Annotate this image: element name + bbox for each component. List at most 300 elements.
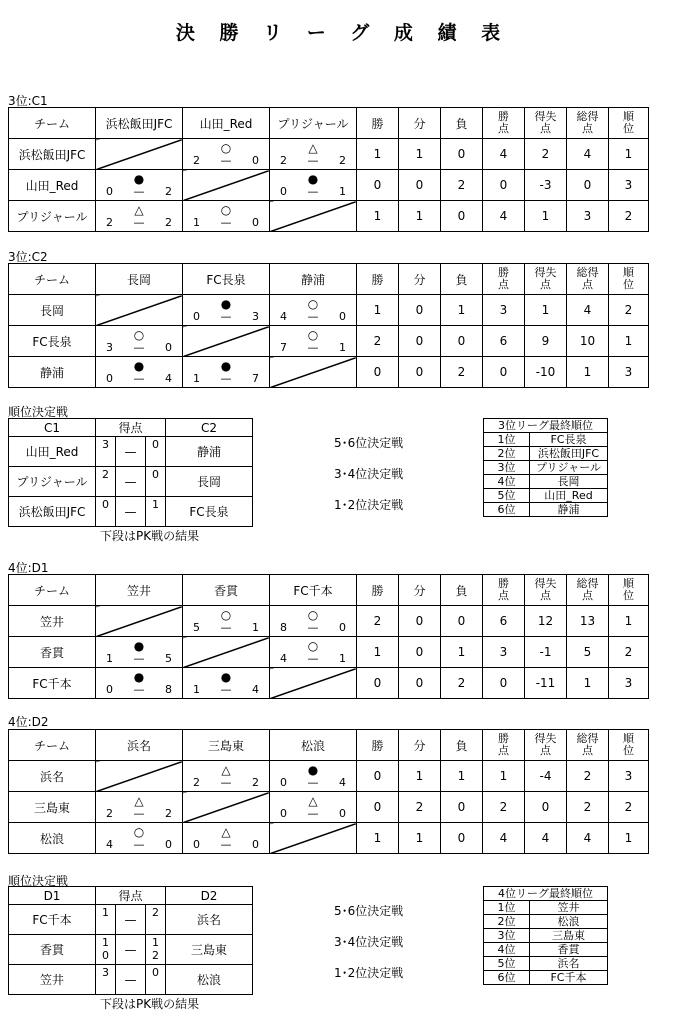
- goals-for: 2: [106, 807, 113, 820]
- final-rank-team: 長岡: [530, 475, 608, 489]
- team-row: [9, 761, 649, 792]
- goals-for: 0: [280, 185, 287, 198]
- header-diff: [525, 108, 567, 139]
- stat-tot: 0: [567, 170, 609, 201]
- score: [96, 684, 182, 696]
- playoff-right-header: D2: [166, 887, 253, 905]
- team-name: FC千本: [9, 668, 96, 699]
- stat-pts: 0: [483, 170, 525, 201]
- score: [96, 342, 182, 354]
- stat-l: 2: [441, 170, 483, 201]
- header-rank-line1: 順: [623, 110, 634, 123]
- stat-rank: 2: [609, 201, 649, 232]
- team-name: プリジャール: [9, 201, 96, 232]
- stat-rank: 2: [609, 792, 649, 823]
- stat-rank: 2: [609, 295, 649, 326]
- self-match-cell: [183, 637, 270, 668]
- header-total-line2: 点: [582, 122, 593, 135]
- final-rank-position: 4位: [484, 475, 530, 489]
- goals-for: 0: [106, 372, 113, 385]
- team-row: [9, 357, 649, 388]
- final-ranking-title: 3位リーグ最終順位: [484, 419, 608, 433]
- stat-diff: 12: [525, 606, 567, 637]
- stat-rank: 3: [609, 761, 649, 792]
- score-dash: —: [133, 185, 145, 198]
- stat-rank: 3: [609, 357, 649, 388]
- match-result: [96, 668, 183, 699]
- final-rank-position: 3位: [484, 929, 530, 943]
- goals-against: 4: [252, 683, 259, 696]
- header-opponent: 松浪: [270, 730, 357, 761]
- team-name: 浜松飯田JFC: [9, 139, 96, 170]
- match-result: [96, 326, 183, 357]
- score: [183, 311, 269, 323]
- stat-d: 2: [399, 792, 441, 823]
- score-dash: —: [307, 621, 319, 634]
- header-opponent: 浜名: [96, 730, 183, 761]
- goals-for: 0: [193, 310, 200, 323]
- stat-w: 2: [357, 326, 399, 357]
- score-dash: —: [133, 807, 145, 820]
- goals-against: 5: [165, 652, 172, 665]
- playoff-row: [9, 905, 253, 935]
- goals-against: 0: [252, 838, 259, 851]
- playoff-row: [9, 497, 253, 527]
- playoff-left-score: [96, 467, 116, 497]
- header-points-line1: 勝: [498, 110, 509, 123]
- header-loss: 負: [441, 264, 483, 295]
- header-points-line2: 点: [498, 122, 509, 135]
- header-rank-line2: 位: [623, 589, 634, 602]
- header-rank: [609, 575, 649, 606]
- score-dash: —: [220, 216, 232, 229]
- playoff-dash: —: [116, 497, 146, 527]
- score: [270, 808, 356, 820]
- goals-against: 2: [165, 807, 172, 820]
- header-total-line2: 点: [582, 589, 593, 602]
- stat-diff: 1: [525, 295, 567, 326]
- final-ranking-row: [484, 929, 608, 943]
- playoff-right-score: [146, 467, 166, 497]
- result-mark: ○: [220, 608, 232, 622]
- playoff-left-score: [96, 965, 116, 995]
- header-row: [9, 108, 649, 139]
- team-name: 三島東: [9, 792, 96, 823]
- goals-for: 3: [106, 341, 113, 354]
- final-rank-team: プリジャール: [530, 461, 608, 475]
- left-score: 1: [102, 936, 109, 949]
- score: [96, 217, 182, 229]
- header-rank: [609, 730, 649, 761]
- stat-d: 0: [399, 637, 441, 668]
- playoff-right-team: 松浪: [166, 965, 253, 995]
- header-diff-line2: 点: [540, 278, 551, 291]
- match-result: [183, 823, 270, 854]
- stat-diff: 2: [525, 139, 567, 170]
- stat-l: 1: [441, 637, 483, 668]
- playoff-left-team: 浜松飯田JFC: [9, 497, 96, 527]
- header-total-line2: 点: [582, 744, 593, 757]
- final-ranking-row: [484, 489, 608, 503]
- match-result: [96, 823, 183, 854]
- match-result: [270, 326, 357, 357]
- playoff-header-row: [9, 887, 253, 905]
- header-rank-line2: 位: [623, 122, 634, 135]
- header-win: 勝: [357, 730, 399, 761]
- result-mark: △: [221, 763, 231, 777]
- score-dash: —: [307, 341, 319, 354]
- goals-for: 1: [193, 216, 200, 229]
- playoff-left-score: [96, 497, 116, 527]
- goals-against: 7: [252, 372, 259, 385]
- final-rank-team: 笠井: [530, 901, 608, 915]
- playoff-right-score: [146, 497, 166, 527]
- goals-against: 0: [165, 838, 172, 851]
- score: [183, 684, 269, 696]
- stat-pts: 3: [483, 295, 525, 326]
- stat-tot: 4: [567, 823, 609, 854]
- result-mark: ○: [307, 328, 319, 342]
- header-opponent: 香貫: [183, 575, 270, 606]
- final-ranking-row: [484, 915, 608, 929]
- header-diff-line2: 点: [540, 744, 551, 757]
- header-win: 勝: [357, 575, 399, 606]
- header-draw: 分: [399, 108, 441, 139]
- stat-w: 1: [357, 201, 399, 232]
- playoff-dash: —: [116, 437, 146, 467]
- score: [183, 217, 269, 229]
- playoff-table-c: [8, 418, 253, 527]
- header-opponent: 静浦: [270, 264, 357, 295]
- score-dash: —: [220, 838, 232, 851]
- result-mark: △: [221, 825, 231, 839]
- match-result: [183, 139, 270, 170]
- match-result: [270, 606, 357, 637]
- header-opponent: 笠井: [96, 575, 183, 606]
- header-win: 勝: [357, 264, 399, 295]
- stat-tot: 10: [567, 326, 609, 357]
- stat-pts: 4: [483, 201, 525, 232]
- stat-diff: 1: [525, 201, 567, 232]
- team-row: [9, 295, 649, 326]
- header-team: チーム: [9, 575, 96, 606]
- stat-d: 1: [399, 823, 441, 854]
- final-ranking-table-3rd: [483, 418, 608, 517]
- header-total: [567, 730, 609, 761]
- stat-rank: 2: [609, 637, 649, 668]
- stat-d: 0: [399, 668, 441, 699]
- header-rank-line2: 位: [623, 278, 634, 291]
- header-points: [483, 730, 525, 761]
- goals-for: 0: [280, 807, 287, 820]
- playoff-score-header: 得点: [96, 887, 166, 905]
- team-row: [9, 668, 649, 699]
- final-rank-position: 1位: [484, 901, 530, 915]
- playoff-label: 順位決定戦: [8, 874, 69, 888]
- match-label: 1･2位決定戦: [334, 498, 404, 512]
- playoff-left-team: 香貫: [9, 935, 96, 965]
- score: [96, 808, 182, 820]
- final-rank-team: 山田_Red: [530, 489, 608, 503]
- self-match-cell: [270, 357, 357, 388]
- score-dash: —: [307, 776, 319, 789]
- match-result: [96, 201, 183, 232]
- goals-against: 0: [339, 621, 346, 634]
- final-ranking-row: [484, 461, 608, 475]
- final-rank-position: 5位: [484, 957, 530, 971]
- header-loss: 負: [441, 575, 483, 606]
- stat-l: 2: [441, 357, 483, 388]
- match-label: 1･2位決定戦: [334, 966, 404, 980]
- playoff-header-row: [9, 419, 253, 437]
- stat-l: 0: [441, 792, 483, 823]
- league-label: 4位:D1: [8, 561, 49, 575]
- header-win: 勝: [357, 108, 399, 139]
- stat-pts: 4: [483, 139, 525, 170]
- score: [96, 653, 182, 665]
- stat-w: 2: [357, 606, 399, 637]
- right-pk-score: 2: [152, 949, 159, 962]
- playoff-left-score: [96, 935, 116, 965]
- header-points-line2: 点: [498, 589, 509, 602]
- final-ranking-title-row: [484, 419, 608, 433]
- self-match-cell: [270, 823, 357, 854]
- result-mark: △: [308, 141, 318, 155]
- header-points-line2: 点: [498, 278, 509, 291]
- goals-for: 4: [280, 310, 287, 323]
- stat-diff: 4: [525, 823, 567, 854]
- playoff-row: [9, 437, 253, 467]
- header-draw: 分: [399, 575, 441, 606]
- left-pk-score: 0: [102, 949, 109, 962]
- goals-for: 2: [193, 776, 200, 789]
- match-label: 3･4位決定戦: [334, 467, 404, 481]
- match-label: 3･4位決定戦: [334, 935, 404, 949]
- score-dash: —: [133, 372, 145, 385]
- header-rank-line1: 順: [623, 577, 634, 590]
- final-rank-position: 6位: [484, 503, 530, 517]
- score: [270, 653, 356, 665]
- goals-for: 0: [106, 185, 113, 198]
- goals-for: 5: [193, 621, 200, 634]
- stat-w: 1: [357, 139, 399, 170]
- playoff-row: [9, 467, 253, 497]
- team-name: 山田_Red: [9, 170, 96, 201]
- score: [96, 839, 182, 851]
- header-loss: 負: [441, 108, 483, 139]
- stat-tot: 1: [567, 357, 609, 388]
- team-row: [9, 139, 649, 170]
- header-row: [9, 730, 649, 761]
- final-ranking-row: [484, 503, 608, 517]
- match-result: [270, 295, 357, 326]
- match-result: [183, 668, 270, 699]
- stat-diff: 0: [525, 792, 567, 823]
- score-dash: —: [220, 310, 232, 323]
- playoff-right-team: 浜名: [166, 905, 253, 935]
- result-mark: ●: [220, 297, 232, 311]
- stat-d: 0: [399, 357, 441, 388]
- score: [183, 777, 269, 789]
- pk-note: 下段はPK戦の結果: [100, 529, 200, 543]
- stat-l: 0: [441, 823, 483, 854]
- result-mark: ○: [307, 639, 319, 653]
- final-rank-team: 香貫: [530, 943, 608, 957]
- score: [183, 839, 269, 851]
- header-points: [483, 108, 525, 139]
- header-rank: [609, 108, 649, 139]
- right-score: 0: [152, 468, 159, 481]
- header-total-line1: 総得: [576, 732, 599, 745]
- score-dash: —: [307, 185, 319, 198]
- final-ranking-row: [484, 957, 608, 971]
- stat-l: 1: [441, 761, 483, 792]
- league-label: 3位:C2: [8, 250, 48, 264]
- header-total: [567, 264, 609, 295]
- header-total-line1: 総得: [576, 110, 599, 123]
- result-mark: ●: [220, 359, 232, 373]
- goals-against: 4: [165, 372, 172, 385]
- playoff-left-score: [96, 437, 116, 467]
- header-points-line2: 点: [498, 744, 509, 757]
- stat-w: 1: [357, 295, 399, 326]
- stat-d: 1: [399, 761, 441, 792]
- stat-pts: 3: [483, 637, 525, 668]
- stat-diff: -11: [525, 668, 567, 699]
- header-opponent: FC千本: [270, 575, 357, 606]
- stat-tot: 5: [567, 637, 609, 668]
- goals-against: 0: [252, 216, 259, 229]
- header-row: [9, 264, 649, 295]
- stat-w: 1: [357, 823, 399, 854]
- result-mark: ●: [133, 639, 145, 653]
- left-score: 1: [102, 906, 109, 919]
- right-score: 2: [152, 906, 159, 919]
- match-label: 5･6位決定戦: [334, 436, 404, 450]
- header-diff: [525, 575, 567, 606]
- goals-against: 1: [339, 185, 346, 198]
- final-rank-position: 5位: [484, 489, 530, 503]
- final-rank-position: 4位: [484, 943, 530, 957]
- match-result: [96, 357, 183, 388]
- stat-diff: 9: [525, 326, 567, 357]
- playoff-label: 順位決定戦: [8, 405, 69, 419]
- score: [270, 186, 356, 198]
- self-match-cell: [183, 326, 270, 357]
- right-score: 1: [152, 498, 159, 511]
- team-name: FC長泉: [9, 326, 96, 357]
- playoff-score-header: 得点: [96, 419, 166, 437]
- page-title: 決 勝 リ ー グ 成 績 表: [175, 22, 510, 44]
- score-dash: —: [220, 683, 232, 696]
- self-match-cell: [270, 201, 357, 232]
- result-mark: ○: [307, 297, 319, 311]
- header-points: [483, 264, 525, 295]
- header-total-line1: 総得: [576, 266, 599, 279]
- header-row: [9, 575, 649, 606]
- playoff-dash: —: [116, 935, 146, 965]
- final-rank-team: FC長泉: [530, 433, 608, 447]
- self-match-cell: [183, 792, 270, 823]
- score-dash: —: [307, 154, 319, 167]
- league-label: 3位:C1: [8, 94, 48, 108]
- team-name: 香貫: [9, 637, 96, 668]
- header-points-line1: 勝: [498, 266, 509, 279]
- score-dash: —: [220, 372, 232, 385]
- playoff-left-team: 笠井: [9, 965, 96, 995]
- goals-against: 8: [165, 683, 172, 696]
- final-ranking-row: [484, 475, 608, 489]
- goals-against: 4: [339, 776, 346, 789]
- match-result: [270, 170, 357, 201]
- header-loss: 負: [441, 730, 483, 761]
- stat-w: 0: [357, 792, 399, 823]
- match-result: [183, 295, 270, 326]
- score-dash: —: [133, 683, 145, 696]
- stat-diff: -10: [525, 357, 567, 388]
- header-total: [567, 108, 609, 139]
- left-score: 0: [102, 498, 109, 511]
- final-ranking-row: [484, 943, 608, 957]
- stat-pts: 1: [483, 761, 525, 792]
- playoff-left-team: 山田_Red: [9, 437, 96, 467]
- league-table-d2: [8, 729, 649, 854]
- stat-d: 0: [399, 606, 441, 637]
- right-score: 0: [152, 966, 159, 979]
- header-total-line1: 総得: [576, 577, 599, 590]
- playoff-table-d: [8, 886, 253, 995]
- stat-d: 0: [399, 295, 441, 326]
- final-ranking-row: [484, 971, 608, 985]
- goals-against: 2: [339, 154, 346, 167]
- goals-for: 2: [280, 154, 287, 167]
- playoff-right-team: 静浦: [166, 437, 253, 467]
- header-rank-line1: 順: [623, 266, 634, 279]
- playoff-row: [9, 965, 253, 995]
- stat-tot: 2: [567, 792, 609, 823]
- playoff-right-score: [146, 935, 166, 965]
- final-rank-team: 三島東: [530, 929, 608, 943]
- score-dash: —: [220, 154, 232, 167]
- stat-d: 0: [399, 170, 441, 201]
- match-result: [270, 139, 357, 170]
- header-draw: 分: [399, 264, 441, 295]
- goals-for: 1: [193, 372, 200, 385]
- stat-l: 1: [441, 295, 483, 326]
- stat-l: 0: [441, 139, 483, 170]
- result-mark: ●: [133, 670, 145, 684]
- playoff-right-team: 三島東: [166, 935, 253, 965]
- stat-rank: 3: [609, 668, 649, 699]
- match-result: [183, 201, 270, 232]
- playoff-right-score: [146, 965, 166, 995]
- score-dash: —: [133, 341, 145, 354]
- stat-diff: -4: [525, 761, 567, 792]
- stat-l: 2: [441, 668, 483, 699]
- playoff-right-team: 長岡: [166, 467, 253, 497]
- score: [96, 186, 182, 198]
- header-diff: [525, 730, 567, 761]
- goals-against: 1: [252, 621, 259, 634]
- result-mark: △: [308, 794, 318, 808]
- stat-rank: 1: [609, 326, 649, 357]
- header-points-line1: 勝: [498, 732, 509, 745]
- pk-note: 下段はPK戦の結果: [100, 997, 200, 1011]
- final-rank-team: FC千本: [530, 971, 608, 985]
- match-result: [96, 170, 183, 201]
- team-name: 静浦: [9, 357, 96, 388]
- goals-for: 1: [106, 652, 113, 665]
